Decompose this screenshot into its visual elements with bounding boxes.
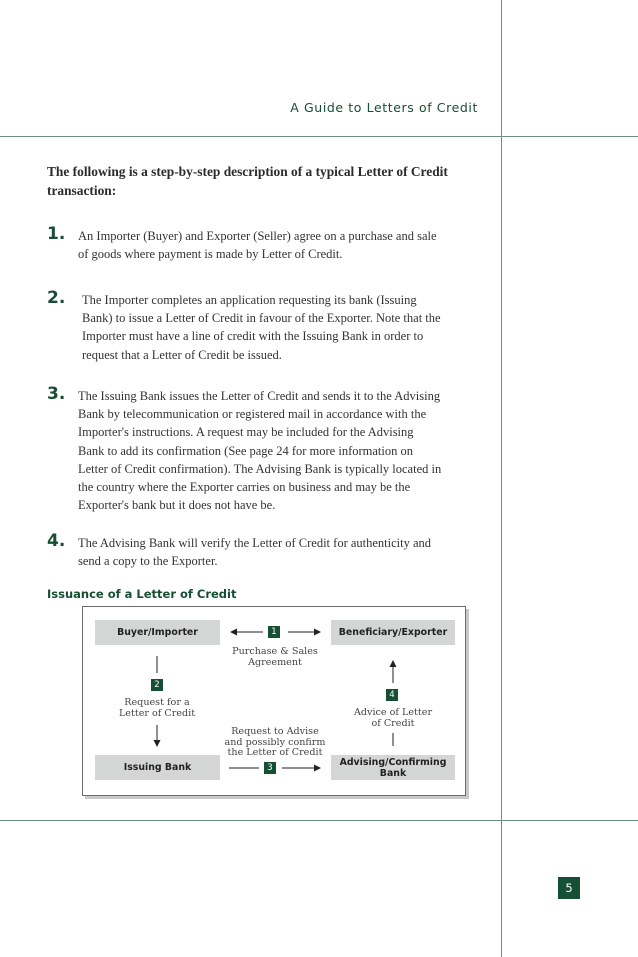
- intro-paragraph: The following is a step-by-step description of a typical Letter of Credit transaction:: [47, 164, 448, 198]
- margin-rule-vertical: [501, 0, 502, 957]
- step-text: The Importer completes an application requesting its bank (Issuing Bank) to issue a Letter of Credit in favour of the Exporter. Note that the Importer must have a line of credit with the Issuing Bank in order to request that a Letter of Credit be issued.: [82, 293, 441, 362]
- footer-rule: [0, 820, 638, 821]
- label-step-4: Advice of Letter of Credit: [353, 707, 433, 729]
- badge-step-4: 4: [386, 689, 398, 701]
- loc-flow-diagram: [82, 606, 466, 796]
- step-number: 2.: [47, 288, 66, 308]
- running-header: A Guide to Letters of Credit: [290, 100, 478, 115]
- step-text: An Importer (Buyer) and Exporter (Seller) agree on a purchase and sale of goods where payment is made by Letter of Credit.: [78, 229, 437, 262]
- step-text: The Issuing Bank issues the Letter of Credit and sends it to the Advising Bank by telecommunication or registered mail in accordance with the Importer's instructions. A request may be included for the Advising Bank to add its confirmation (See page 24 for more information on Letter of Credit confirmation). The Advising Bank is typically located in the country where the Exporter carries on business and may be the Exporter's bank but it does not have be.: [78, 389, 442, 513]
- label-step-3: Request to Advise and possibly confirm the Letter of Credit: [224, 726, 326, 758]
- step-number: 3.: [47, 384, 66, 404]
- node-issuing-bank: Issuing Bank: [95, 755, 220, 780]
- header-rule: [0, 136, 638, 137]
- badge-step-3: 3: [264, 762, 276, 774]
- step-number: 1.: [47, 224, 66, 244]
- node-buyer-importer: Buyer/Importer: [95, 620, 220, 645]
- node-advising-confirming-bank: Advising/Confirming Bank: [331, 755, 455, 780]
- page-number: 5: [558, 877, 580, 899]
- figure-title: Issuance of a Letter of Credit: [47, 587, 237, 601]
- label-step-2: Request for a Letter of Credit: [118, 697, 196, 719]
- step-number: 4.: [47, 531, 66, 551]
- badge-step-2: 2: [151, 679, 163, 691]
- node-beneficiary-exporter: Beneficiary/Exporter: [331, 620, 455, 645]
- badge-step-1: 1: [268, 626, 280, 638]
- step-text: The Advising Bank will verify the Letter of Credit for authenticity and send a copy to the Exporter.: [78, 536, 432, 569]
- label-step-1: Purchase & Sales Agreement: [232, 646, 318, 668]
